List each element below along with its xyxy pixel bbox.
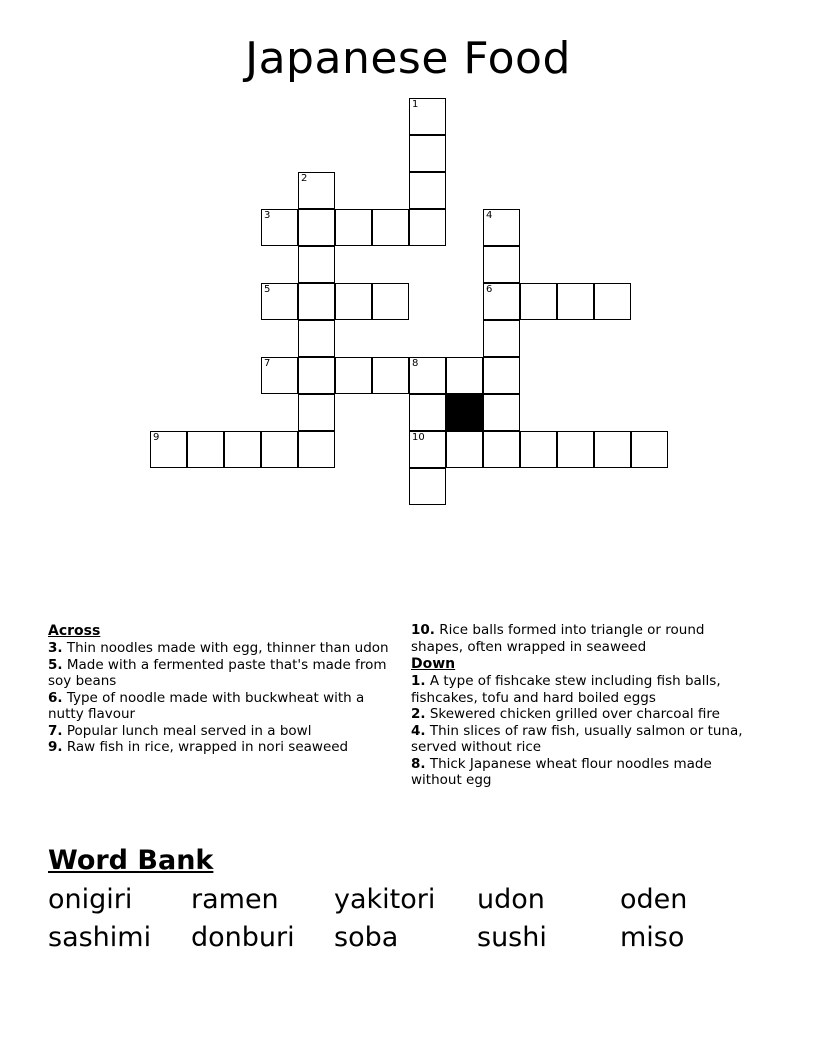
grid-cell[interactable] bbox=[446, 431, 483, 468]
grid-cell[interactable] bbox=[631, 431, 668, 468]
grid-cell[interactable] bbox=[409, 172, 446, 209]
clue-down-8 bbox=[411, 756, 756, 789]
word-bank-word: udon bbox=[477, 884, 545, 915]
word-bank-word: soba bbox=[334, 922, 399, 953]
grid-cell[interactable] bbox=[335, 283, 372, 320]
grid-cell-number: 7 bbox=[264, 358, 271, 369]
grid-cell[interactable] bbox=[483, 431, 520, 468]
grid-cell-number: 8 bbox=[412, 358, 419, 369]
clue-number: 4. bbox=[411, 722, 426, 739]
grid-cell[interactable] bbox=[335, 357, 372, 394]
clue-text: Thin slices of raw fish, usually salmon or tuna, served without rice bbox=[411, 722, 743, 755]
clue-text: Thin noodles made with egg, thinner than udon bbox=[66, 640, 389, 656]
grid-cell[interactable] bbox=[298, 431, 335, 468]
clues-column-left bbox=[48, 622, 393, 756]
grid-cell[interactable] bbox=[483, 394, 520, 431]
clue-number: 6. bbox=[48, 689, 63, 706]
grid-cell[interactable] bbox=[594, 283, 631, 320]
down-heading: Down bbox=[411, 656, 456, 672]
grid-cell[interactable] bbox=[335, 209, 372, 246]
grid-cell-number: 5 bbox=[264, 284, 271, 295]
clue-number: 10. bbox=[411, 622, 435, 638]
clue-across-7 bbox=[48, 723, 393, 740]
grid-cell[interactable] bbox=[446, 357, 483, 394]
clue-number: 8. bbox=[411, 755, 426, 772]
grid-cell[interactable] bbox=[372, 209, 409, 246]
clue-text: A type of fishcake stew including fish balls, fishcakes, tofu and hard boiled eggs bbox=[411, 673, 721, 706]
clue-text: Made with a fermented paste that's made from soy beans bbox=[48, 656, 387, 689]
grid-cell[interactable] bbox=[409, 209, 446, 246]
grid-cell-number: 9 bbox=[153, 432, 160, 443]
clue-number: 7. bbox=[48, 722, 63, 739]
grid-cell[interactable] bbox=[261, 209, 298, 246]
grid-cell[interactable] bbox=[557, 431, 594, 468]
clues-column-right bbox=[411, 622, 756, 789]
grid-cell-number: 1 bbox=[412, 99, 419, 110]
grid-cell[interactable] bbox=[298, 357, 335, 394]
grid-cell[interactable] bbox=[409, 357, 446, 394]
clue-number: 1. bbox=[411, 673, 426, 689]
word-bank-word: onigiri bbox=[48, 884, 133, 915]
clue-down-4 bbox=[411, 723, 756, 756]
clue-text: Skewered chicken grilled over charcoal fire bbox=[429, 706, 720, 722]
page-title: Japanese Food bbox=[245, 33, 571, 84]
grid-cell[interactable] bbox=[520, 431, 557, 468]
clue-down-1 bbox=[411, 673, 756, 706]
grid-cell[interactable] bbox=[224, 431, 261, 468]
word-bank-row bbox=[48, 919, 778, 957]
grid-cell[interactable] bbox=[483, 320, 520, 357]
grid-cell[interactable] bbox=[483, 283, 520, 320]
clue-down-2 bbox=[411, 706, 756, 723]
clue-number: 5. bbox=[48, 656, 63, 673]
clue-text: Rice balls formed into triangle or round shapes, often wrapped in seaweed bbox=[411, 622, 705, 655]
word-bank-row bbox=[48, 881, 778, 919]
grid-cell[interactable] bbox=[409, 431, 446, 468]
grid-cell[interactable] bbox=[150, 431, 187, 468]
crossword-grid[interactable] bbox=[0, 98, 816, 508]
clue-across-6 bbox=[48, 690, 393, 723]
grid-cell-number: 4 bbox=[486, 210, 493, 221]
grid-cell[interactable] bbox=[409, 135, 446, 172]
grid-cell[interactable] bbox=[298, 320, 335, 357]
clue-across-10 bbox=[411, 622, 756, 655]
grid-cell[interactable] bbox=[594, 431, 631, 468]
grid-cell[interactable] bbox=[483, 209, 520, 246]
grid-cell[interactable] bbox=[261, 283, 298, 320]
grid-cell[interactable] bbox=[187, 431, 224, 468]
clue-across-3 bbox=[48, 640, 393, 657]
grid-cell[interactable] bbox=[298, 172, 335, 209]
clue-text: Thick Japanese wheat flour noodles made without egg bbox=[411, 755, 712, 788]
grid-cell[interactable] bbox=[483, 357, 520, 394]
clue-number: 9. bbox=[48, 739, 63, 755]
clue-number: 2. bbox=[411, 706, 426, 722]
grid-cell[interactable] bbox=[409, 98, 446, 135]
grid-cell[interactable] bbox=[557, 283, 594, 320]
grid-cell[interactable] bbox=[298, 394, 335, 431]
grid-cell-blocked bbox=[446, 394, 483, 431]
word-bank-word: sushi bbox=[477, 922, 547, 953]
grid-cell[interactable] bbox=[261, 431, 298, 468]
grid-cell-number: 6 bbox=[486, 284, 493, 295]
clue-text: Popular lunch meal served in a bowl bbox=[66, 722, 312, 739]
clue-text: Raw fish in rice, wrapped in nori seaweed bbox=[66, 739, 349, 755]
across-heading: Across bbox=[48, 623, 101, 639]
grid-cell[interactable] bbox=[298, 246, 335, 283]
grid-cell[interactable] bbox=[409, 394, 446, 431]
grid-cell-number: 2 bbox=[301, 173, 308, 184]
word-bank-word: sashimi bbox=[48, 922, 152, 953]
word-bank-word: ramen bbox=[191, 884, 279, 915]
grid-cell-number: 10 bbox=[412, 432, 425, 443]
word-bank-word: donburi bbox=[191, 922, 295, 953]
clue-number: 3. bbox=[48, 640, 63, 656]
word-bank bbox=[48, 845, 778, 957]
clue-across-9 bbox=[48, 739, 393, 756]
grid-cell[interactable] bbox=[298, 209, 335, 246]
word-bank-word: yakitori bbox=[334, 884, 436, 915]
clue-text: Type of noodle made with buckwheat with a nutty flavour bbox=[48, 689, 365, 722]
grid-cell[interactable] bbox=[483, 246, 520, 283]
grid-cell[interactable] bbox=[372, 283, 409, 320]
word-bank-word: oden bbox=[620, 884, 688, 915]
grid-cell[interactable] bbox=[298, 283, 335, 320]
clues-section bbox=[48, 622, 768, 837]
word-bank-word: miso bbox=[620, 922, 685, 953]
grid-cell[interactable] bbox=[372, 357, 409, 394]
grid-cell-number: 3 bbox=[264, 210, 271, 221]
crossword-grid-container bbox=[0, 98, 816, 508]
grid-cell[interactable] bbox=[261, 357, 298, 394]
word-bank-title: Word Bank bbox=[48, 845, 214, 876]
grid-cell[interactable] bbox=[409, 468, 446, 505]
grid-cell[interactable] bbox=[520, 283, 557, 320]
clue-across-5 bbox=[48, 657, 393, 690]
